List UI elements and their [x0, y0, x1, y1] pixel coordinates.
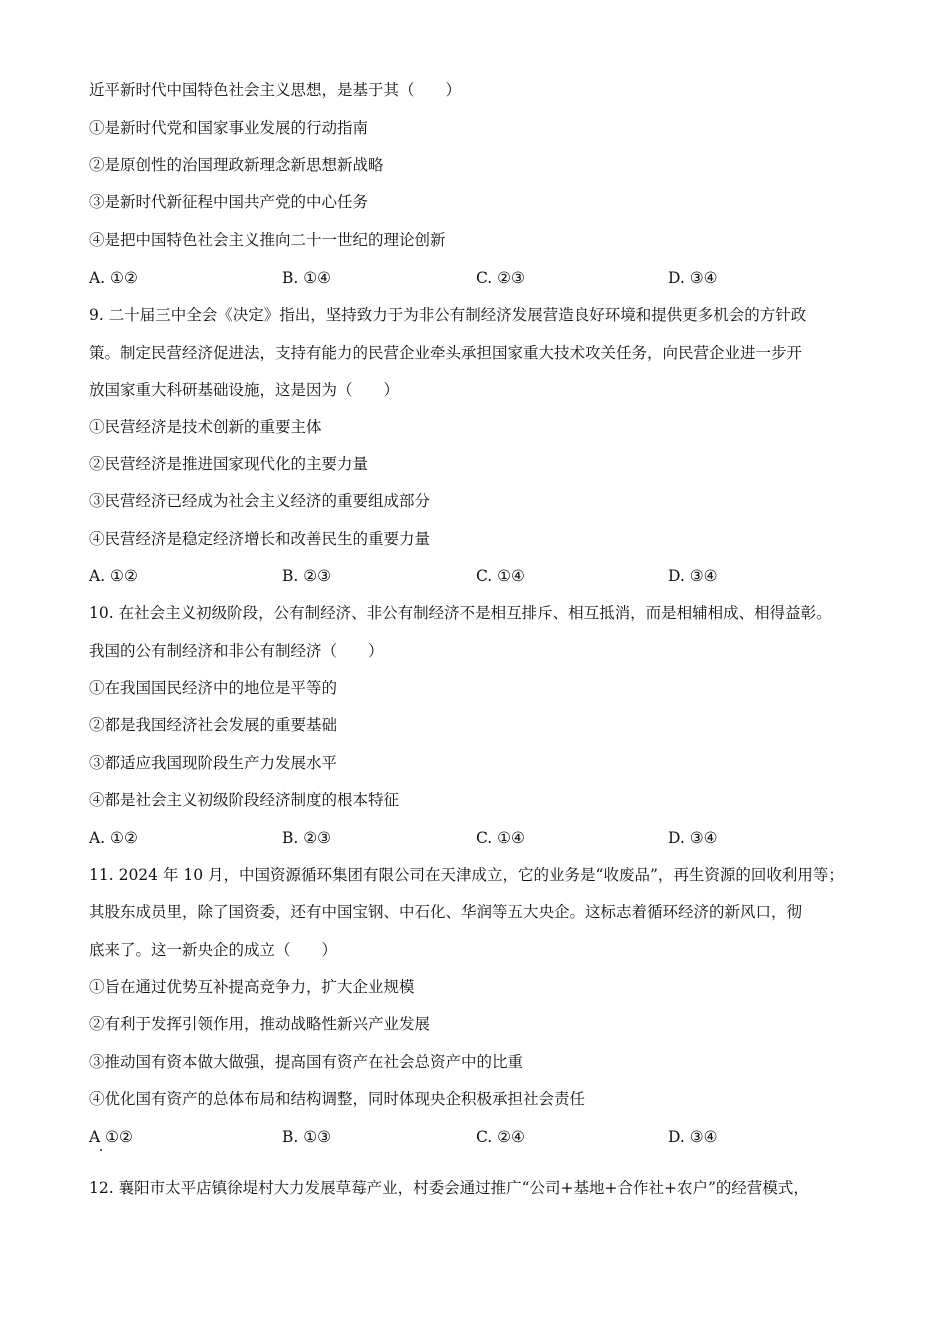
q11-option-a: A ①②: [89, 1128, 133, 1146]
q9-stem-line-3: 放国家重大科研基础设施，这是因为（ ）: [89, 381, 400, 399]
q9-option-a: A. ①②: [89, 567, 138, 585]
q9-stem-line-2: 策。制定民营经济促进法，支持有能力的民营企业牵头承担国家重大技术攻关任务，向民营企业进一步开: [89, 344, 803, 362]
q8-option-a: A. ①②: [89, 269, 138, 287]
q9-statement-1: ①民营经济是技术创新的重要主体: [89, 418, 322, 436]
q8-statement-3: ③是新时代新征程中国共产党的中心任务: [89, 193, 369, 211]
q10-option-b: B. ②③: [282, 829, 332, 847]
q10-stem-line-2: 我国的公有制经济和非公有制经济（ ）: [89, 642, 384, 660]
q11-option-b: B. ①③: [282, 1128, 332, 1146]
q8-option-c: C. ②③: [476, 269, 525, 287]
q9-stem-line-1: 9. 二十届三中全会《决定》指出，坚持致力于为非公有制经济发展营造良好环境和提供更多机会的方针政: [89, 306, 807, 324]
q9-option-b: B. ②③: [282, 567, 332, 585]
q9-statement-2: ②民营经济是推进国家现代化的主要力量: [89, 455, 369, 473]
q11-statement-4: ④优化国有资产的总体布局和结构调整，同时体现央企积极承担社会责任: [89, 1090, 586, 1108]
q11-stem-line-2: 其股东成员里，除了国资委，还有中国宝钢、中石化、华润等五大央企。这标志着循环经济的新风口，彻: [89, 903, 803, 921]
q11-statement-2: ②有利于发挥引领作用，推动战略性新兴产业发展: [89, 1015, 431, 1033]
q10-statement-4: ④都是社会主义初级阶段经济制度的根本特征: [89, 791, 400, 809]
q9-option-d: D. ③④: [668, 567, 718, 585]
q11-option-d: D. ③④: [668, 1128, 718, 1146]
q11-stem-line-3: 底来了。这一新央企的成立（ ）: [89, 941, 338, 959]
q9-statement-4: ④民营经济是稳定经济增长和改善民生的重要力量: [89, 530, 431, 548]
q8-stem: 近平新时代中国特色社会主义思想，是基于其（ ）: [89, 81, 462, 99]
q10-stem-line-1: 10. 在社会主义初级阶段，公有制经济、非公有制经济不是相互排斥、相互抵消，而是相辅相成、相得益彰。: [89, 604, 832, 622]
q10-option-d: D. ③④: [668, 829, 718, 847]
q9-option-c: C. ①④: [476, 567, 525, 585]
q8-option-b: B. ①④: [282, 269, 332, 287]
stray-dot: [100, 1149, 102, 1151]
q8-option-d: D. ③④: [668, 269, 718, 287]
q10-statement-1: ①在我国国民经济中的地位是平等的: [89, 679, 338, 697]
q10-option-a: A. ①②: [89, 829, 138, 847]
q12-stem-line-1: 12. 襄阳市太平店镇徐堤村大力发展草莓产业，村委会通过推广“公司+基地+合作社+农户”的经营模式，: [89, 1179, 809, 1197]
q8-statement-2: ②是原创性的治国理政新理念新思想新战略: [89, 156, 384, 174]
q10-statement-2: ②都是我国经济社会发展的重要基础: [89, 716, 338, 734]
q10-statement-3: ③都适应我国现阶段生产力发展水平: [89, 754, 338, 772]
q8-statement-1: ①是新时代党和国家事业发展的行动指南: [89, 119, 369, 137]
q11-statement-3: ③推动国有资本做大做强，提高国有资产在社会总资产中的比重: [89, 1053, 524, 1071]
q11-statement-1: ①旨在通过优势互补提高竞争力，扩大企业规模: [89, 978, 415, 996]
q11-option-c: C. ②④: [476, 1128, 525, 1146]
q8-statement-4: ④是把中国特色社会主义推向二十一世纪的理论创新: [89, 231, 446, 249]
q11-stem-line-1: 11. 2024 年 10 月，中国资源循环集团有限公司在天津成立，它的业务是“收废品”，再生资源的回收利用等；: [89, 866, 844, 884]
q10-option-c: C. ①④: [476, 829, 525, 847]
q9-statement-3: ③民营经济已经成为社会主义经济的重要组成部分: [89, 492, 431, 510]
